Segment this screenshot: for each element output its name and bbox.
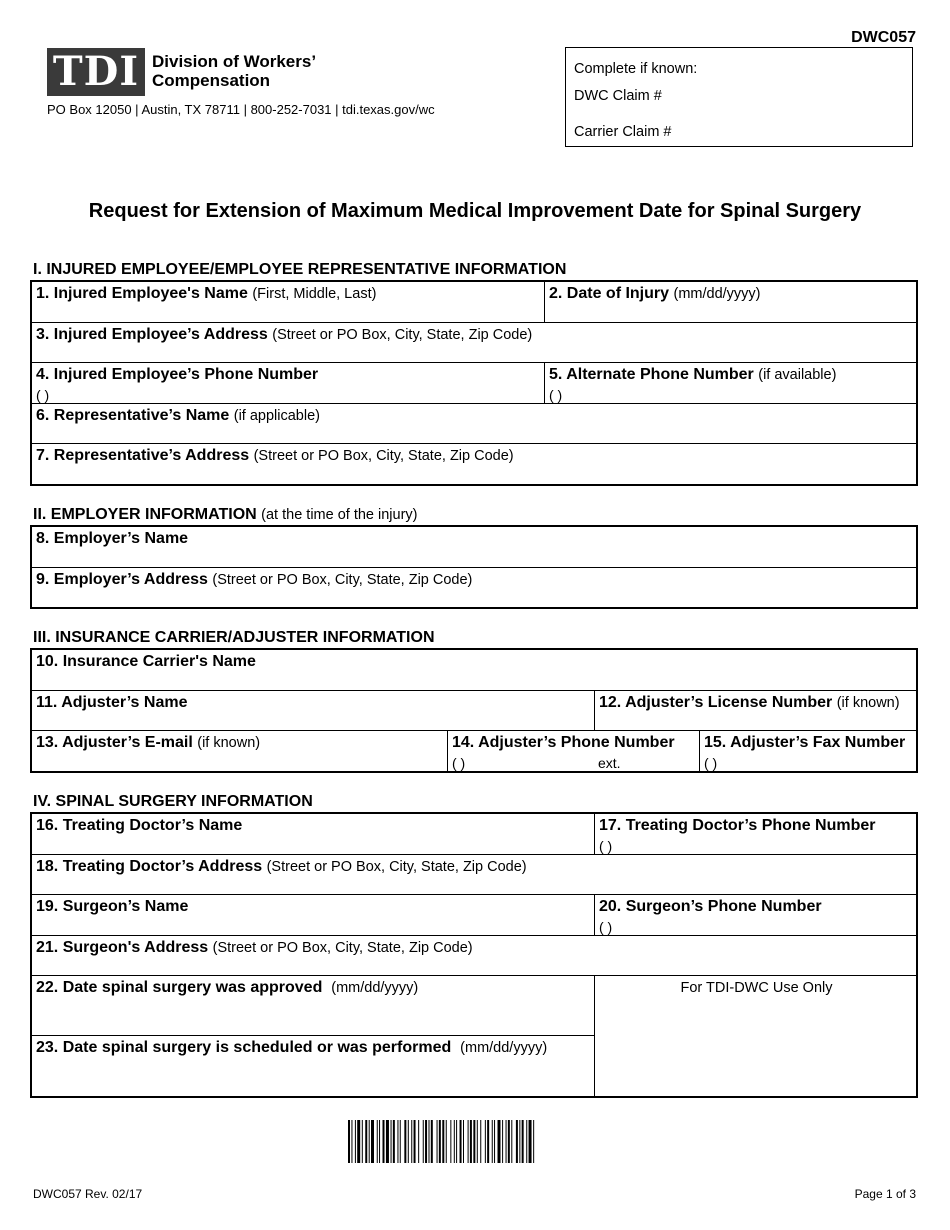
adjuster-license-field[interactable]: 12. Adjuster’s License Number (if known) bbox=[594, 691, 918, 730]
adjuster-fax-field[interactable]: 15. Adjuster’s Fax Number ( ) bbox=[699, 731, 918, 771]
surgery-approved-date-field[interactable]: 22. Date spinal surgery was approved (mm/dd/yyyy) bbox=[32, 976, 594, 1036]
adjuster-phone-field[interactable]: 14. Adjuster’s Phone Number ( ) ext. bbox=[447, 731, 699, 771]
tdi-logo: TDI bbox=[47, 48, 145, 96]
surgery-scheduled-date-field[interactable]: 23. Date spinal surgery is scheduled or was performed (mm/dd/yyyy) bbox=[36, 1039, 548, 1056]
surgeon-phone-field[interactable]: 20. Surgeon’s Phone Number ( ) bbox=[594, 895, 918, 935]
contact-line: PO Box 12050 | Austin, TX 78711 | 800-252-7031 | tdi.texas.gov/wc bbox=[47, 102, 435, 117]
insurance-carrier-name-field[interactable]: 10. Insurance Carrier's Name bbox=[36, 653, 256, 670]
section-2-table bbox=[30, 525, 918, 609]
representative-address-field[interactable]: 7. Representative’s Address (Street or PO Box, City, State, Zip Code) bbox=[36, 447, 514, 464]
surgeon-address-field[interactable]: 21. Surgeon's Address (Street or PO Box, City, State, Zip Code) bbox=[36, 939, 473, 956]
section-1-heading: I. INJURED EMPLOYEE/EMPLOYEE REPRESENTATIVE INFORMATION bbox=[33, 261, 567, 278]
revision-label: DWC057 Rev. 02/17 bbox=[33, 1187, 143, 1201]
treating-doctor-phone-field[interactable]: 17. Treating Doctor’s Phone Number ( ) bbox=[594, 814, 918, 854]
section-1-table bbox=[30, 280, 918, 486]
carrier-claim-field[interactable]: Carrier Claim # bbox=[574, 124, 672, 140]
barcode bbox=[348, 1120, 602, 1163]
treating-doctor-name-field[interactable]: 16. Treating Doctor’s Name bbox=[36, 817, 243, 834]
section-4-heading: IV. SPINAL SURGERY INFORMATION bbox=[33, 793, 313, 810]
page-number: Page 1 of 3 bbox=[854, 1187, 916, 1201]
treating-doctor-address-field[interactable]: 18. Treating Doctor’s Address (Street or PO Box, City, State, Zip Code) bbox=[36, 858, 527, 875]
division-name bbox=[152, 52, 316, 90]
section-2-heading: II. EMPLOYER INFORMATION (at the time of the injury) bbox=[33, 506, 418, 523]
date-of-injury-field[interactable]: 2. Date of Injury (mm/dd/yyyy) bbox=[544, 282, 918, 322]
representative-name-field[interactable]: 6. Representative’s Name (if applicable) bbox=[36, 407, 320, 424]
section-4-table bbox=[30, 812, 918, 1098]
form-title: Request for Extension of Maximum Medical Improvement Date for Spinal Surgery bbox=[88, 200, 862, 222]
adjuster-name-field[interactable]: 11. Adjuster’s Name bbox=[36, 694, 188, 711]
employer-address-field[interactable]: 9. Employer’s Address (Street or PO Box, City, State, Zip Code) bbox=[36, 571, 473, 588]
claim-box bbox=[565, 47, 913, 147]
form-number: DWC057 bbox=[851, 29, 916, 46]
division-line-1: Division of Workers’ bbox=[152, 52, 317, 71]
division-line-2: Compensation bbox=[152, 71, 271, 90]
injured-employee-name-field[interactable]: 1. Injured Employee's Name (First, Middle, Last) bbox=[36, 285, 377, 302]
surgeon-name-field[interactable]: 19. Surgeon’s Name bbox=[36, 898, 189, 915]
claim-box-label: Complete if known: bbox=[574, 61, 698, 77]
dwc-claim-field[interactable]: DWC Claim # bbox=[574, 88, 662, 104]
section-3-table bbox=[30, 648, 918, 773]
employer-name-field[interactable]: 8. Employer’s Name bbox=[36, 530, 189, 547]
adjuster-email-field[interactable]: 13. Adjuster’s E-mail (if known) bbox=[36, 734, 261, 751]
employee-phone-field[interactable]: 4. Injured Employee’s Phone Number ( ) bbox=[36, 366, 319, 403]
alternate-phone-field[interactable]: 5. Alternate Phone Number (if available) ( ) bbox=[544, 363, 918, 403]
injured-employee-address-field[interactable]: 3. Injured Employee’s Address (Street or PO Box, City, State, Zip Code) bbox=[36, 326, 533, 343]
office-use-box: For TDI-DWC Use Only bbox=[594, 976, 918, 1096]
section-3-heading: III. INSURANCE CARRIER/ADJUSTER INFORMATION bbox=[33, 629, 435, 646]
